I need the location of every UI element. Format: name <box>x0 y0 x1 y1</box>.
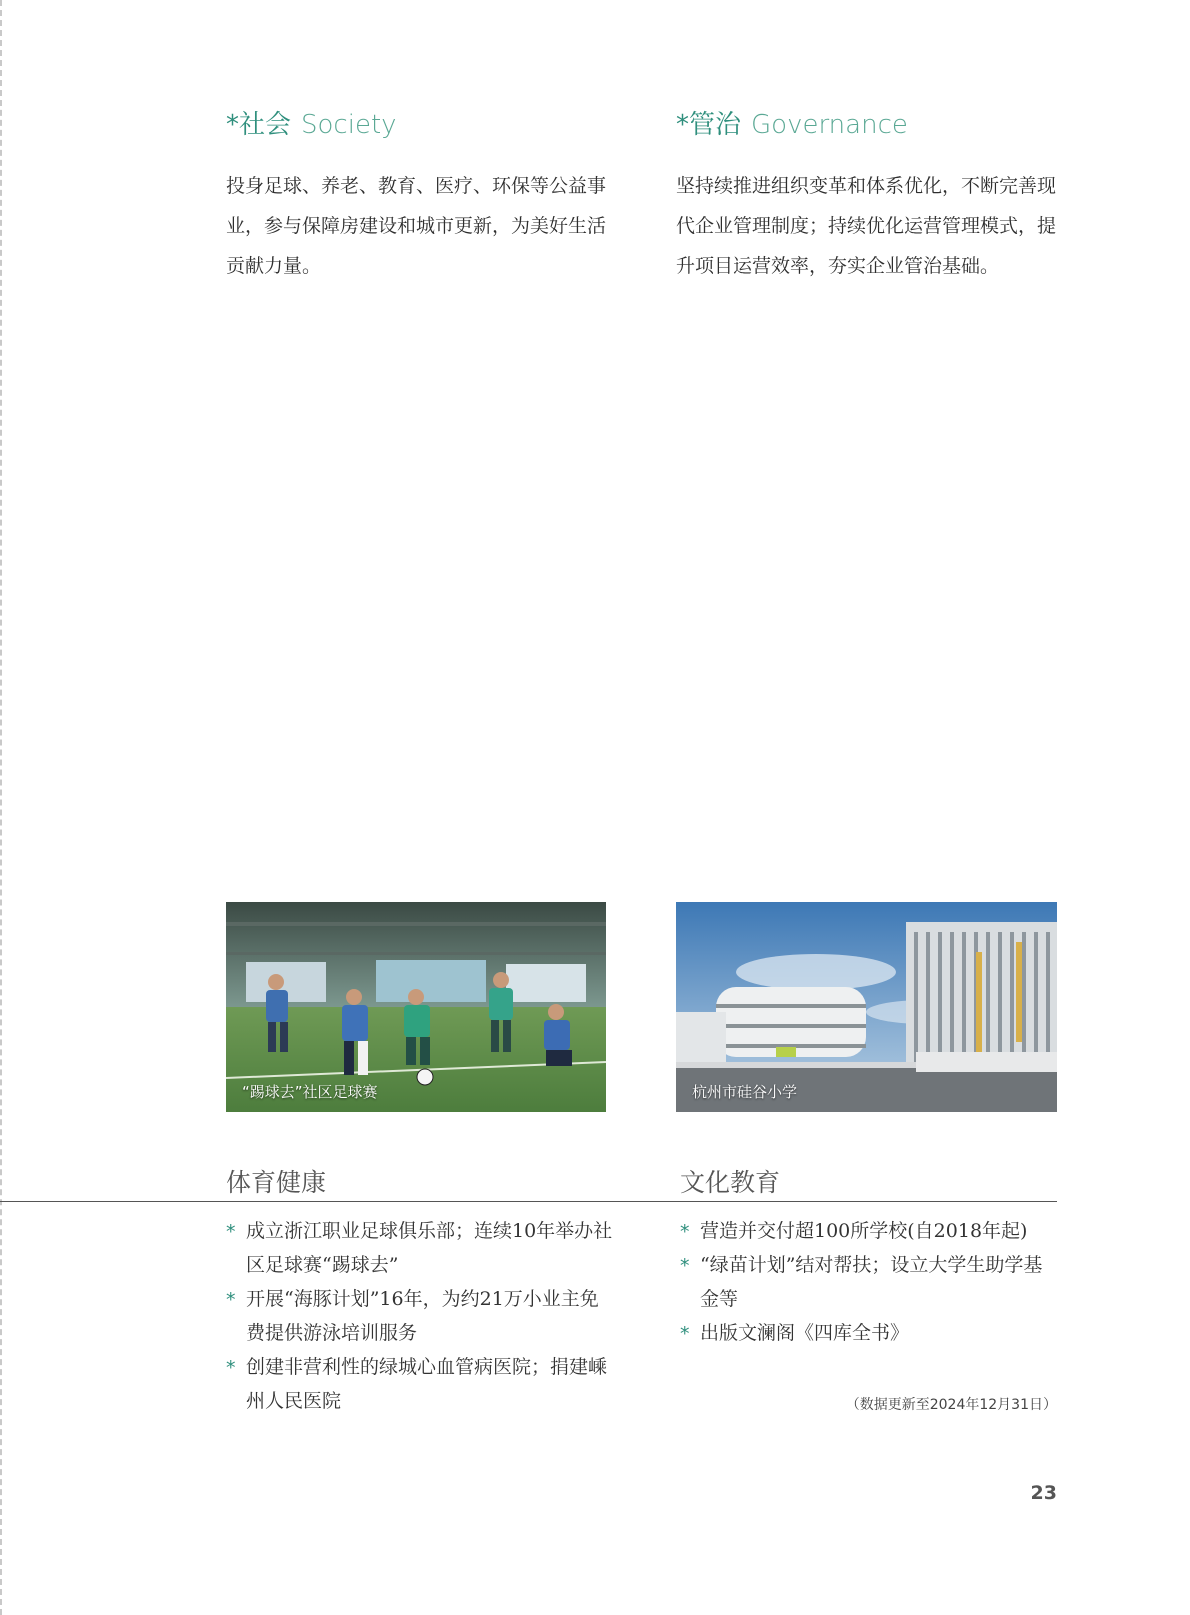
education-item-text: 营造并交付超100所学校(自2018年起) <box>700 1220 1028 1242</box>
education-item-text: 出版文澜阁《四库全书》 <box>700 1322 910 1344</box>
bullet-star-icon: * <box>226 1289 236 1311</box>
education-list <box>680 1214 1060 1350</box>
school-photo-caption: 杭州市硅谷小学 <box>692 1083 798 1101</box>
section-divider <box>0 1201 1057 1202</box>
bullet-star-icon: * <box>680 1221 690 1243</box>
society-title-en: Society <box>301 110 397 140</box>
education-item-text: “绿苗计划”结对帮扶；设立大学生助学基金等 <box>700 1254 1043 1310</box>
page-edge-dashed-line <box>0 0 2 1615</box>
education-heading: 文化教育 <box>680 1168 781 1197</box>
sports-item <box>226 1282 616 1350</box>
sports-item-text: 创建非营利性的绿城心血管病医院；捐建嵊州人民医院 <box>246 1356 608 1412</box>
sports-item-text: 开展“海豚计划”16年，为约21万小业主免费提供游泳培训服务 <box>246 1288 599 1344</box>
bullet-star-icon: * <box>226 1357 236 1379</box>
governance-title <box>676 104 908 141</box>
sports-heading: 体育健康 <box>226 1168 327 1197</box>
soccer-photo-caption: “踢球去”社区足球赛 <box>242 1083 378 1101</box>
bullet-star-icon: * <box>680 1323 690 1345</box>
page-number: 23 <box>1030 1482 1057 1504</box>
governance-body: 坚持续推进组织变革和体系优化，不断完善现代企业管理制度；持续优化运营管理模式，提升项目运营效率，夯实企业管治基础。 <box>676 175 1057 277</box>
data-update-note: （数据更新至2024年12月31日） <box>845 1397 1057 1413</box>
sports-list <box>226 1214 616 1418</box>
bullet-star-icon: * <box>680 1255 690 1277</box>
education-item <box>680 1214 1060 1248</box>
society-title-cn: *社会 <box>226 110 292 140</box>
sports-item-text: 成立浙江职业足球俱乐部；连续10年举办社区足球赛“踢球去” <box>246 1220 613 1276</box>
education-item <box>680 1316 1060 1350</box>
soccer-match-photo <box>226 902 606 1112</box>
governance-title-cn: *管治 <box>676 110 742 140</box>
education-item <box>680 1248 1060 1316</box>
sports-item <box>226 1214 616 1282</box>
school-building-photo <box>676 902 1057 1112</box>
society-body: 投身足球、养老、教育、医疗、环保等公益事业，参与保障房建设和城市更新，为美好生活贡献力量。 <box>226 175 607 277</box>
governance-title-en: Governance <box>751 110 908 140</box>
sports-item <box>226 1350 616 1418</box>
bullet-star-icon: * <box>226 1221 236 1243</box>
society-title <box>226 104 397 141</box>
